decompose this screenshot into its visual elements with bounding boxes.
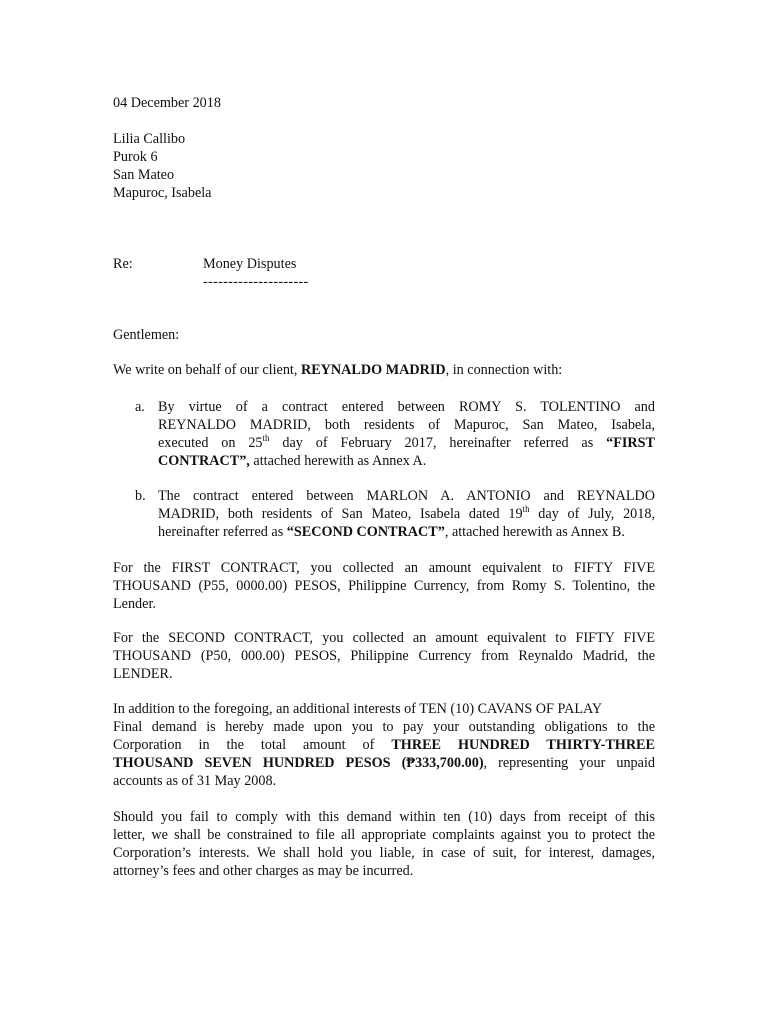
second-contract-paragraph [113,629,655,683]
demand-line-2: Final demand is hereby made upon you to pay your outstanding obligations to the [113,719,655,735]
re-label: Re: [113,256,133,272]
total-amount-words-cont: THOUSAND SEVEN HUNDRED PESOS (₱333,700.00) [113,755,484,771]
item-b-line-2-text: MADRID, both residents of San Mateo, Isabela dated 19 [158,506,523,522]
list-item-a-body [158,398,655,470]
demand-paragraph [113,700,655,790]
addressee-block [113,130,655,202]
list-item-b-body [158,487,655,541]
re-subject: Money Disputes [203,256,297,272]
list-item-a [113,398,655,470]
letter-date: 04 December 2018 [113,95,221,111]
first-paragraph-line-1: For the FIRST CONTRACT, you collected an amount equivalent to FIFTY FIVE [113,560,655,576]
item-b-line-2-text-b: day of July, 2018, [529,506,655,522]
intro-paragraph [113,361,655,379]
demand-line-3-text: Corporation in the total amount of [113,737,392,753]
list-marker-a: a. [135,399,145,415]
item-a-line-3-text-b: day of February 2017, hereinafter referred as [269,435,607,451]
salutation: Gentlemen: [113,327,180,343]
item-b-line-2 [158,505,655,523]
second-paragraph-line-3: LENDER. [113,666,173,682]
item-b-line-1: The contract entered between MARLON A. ANTONIO and REYNALDO [158,488,655,504]
item-a-line-3 [158,434,655,452]
item-b-line-3 [158,523,655,541]
first-contract-label: “FIRST [606,435,655,451]
addressee-line-3: Mapuroc, Isabela [113,185,212,201]
demand-line-5: accounts as of 31 May 2008. [113,773,277,789]
item-b-line-3-text-b: , attached herewith as Annex B. [444,524,625,540]
demand-line-4-text: , representing your unpaid [483,755,655,771]
second-paragraph-line-1: For the SECOND CONTRACT, you collected an amount equivalent to FIFTY FIVE [113,630,655,646]
item-a-line-4 [158,452,655,470]
closing-line-2: letter, we shall be constrained to file all appropriate complaints against you to protect the [113,827,655,843]
demand-line-1: In addition to the foregoing, an additional interests of TEN (10) CAVANS OF PALAY [113,701,603,717]
client-name: REYNALDO MADRID [300,362,446,378]
item-a-line-1: By virtue of a contract entered between ROMY S. TOLENTINO and [158,399,655,415]
addressee-name: Lilia Callibo [113,131,186,147]
intro-text-after: , in connection with: [445,362,563,378]
first-contract-paragraph [113,559,655,613]
closing-line-3: Corporation’s interests. We shall hold you liable, in case of suit, for interest, damages, [113,845,655,861]
item-b-line-3-text: hereinafter referred as [158,524,287,540]
total-amount-words: THREE HUNDRED THIRTY-THREE [391,737,655,753]
closing-line-4: attorney’s fees and other charges as may be incurred. [113,863,414,879]
superscript-th: th [262,433,270,443]
item-a-line-4-text: attached herewith as Annex A. [249,453,427,469]
superscript-th: th [522,504,530,514]
demand-line-4 [113,754,655,772]
second-contract-label: “SECOND CONTRACT” [286,524,445,540]
closing-paragraph [113,808,655,880]
addressee-line-2: San Mateo [113,167,175,183]
intro-text-before: We write on behalf of our client, [113,362,301,378]
closing-line-1: Should you fail to comply with this demand within ten (10) days from receipt of this [113,809,655,825]
list-item-b [113,487,655,541]
demand-line-3 [113,736,655,754]
first-paragraph-line-3: Lender. [113,596,156,612]
item-a-line-2: REYNALDO MADRID, both residents of Mapuroc, San Mateo, Isabela, [158,417,655,433]
second-paragraph-line-2: THOUSAND (P50, 000.00) PESOS, Philippine Currency from Reynaldo Madrid, the [113,648,655,664]
first-contract-label-cont: CONTRACT”, [158,453,250,469]
first-paragraph-line-2: THOUSAND (P55, 0000.00) PESOS, Philippine Currency, from Romy S. Tolentino, the [113,578,655,594]
list-marker-b: b. [135,488,146,504]
addressee-line-1: Purok 6 [113,149,158,165]
re-underline-rule: --------------------- [203,274,309,290]
item-a-line-3-text: executed on 25 [158,435,263,451]
